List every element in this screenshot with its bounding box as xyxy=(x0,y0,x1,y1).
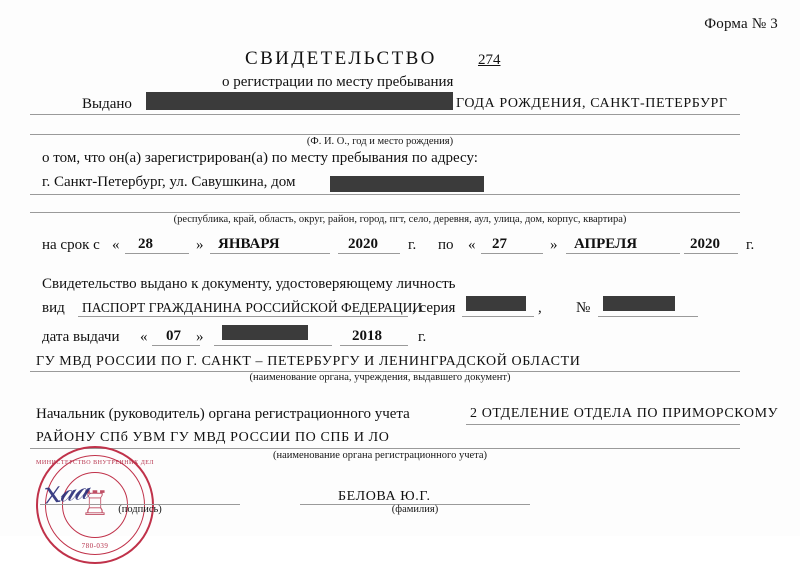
redaction-month-issue xyxy=(222,325,308,340)
issued-value-suffix: ГОДА РОЖДЕНИЯ, САНКТ-ПЕТЕРБУРГ xyxy=(456,96,728,111)
rule-fio-1 xyxy=(30,114,740,115)
doc-series-label: , серия xyxy=(412,300,456,316)
term-month-from: ЯНВАРЯ xyxy=(218,236,280,252)
caption-surname: (фамилия) xyxy=(391,504,439,515)
doc-kind-value: ПАСПОРТ ГРАЖДАНИНА РОССИЙСКОЙ ФЕДЕРАЦИИ xyxy=(82,300,423,315)
doc-date-day: 07 xyxy=(166,328,181,344)
doc-authority: ГУ МВД РОССИИ ПО Г. САНКТ – ПЕТЕРБУРГУ И ЛЕНИНГРАДСКОЙ ОБЛАСТИ xyxy=(36,354,581,369)
term-day-to: 27 xyxy=(492,236,507,252)
rule-day-from xyxy=(125,253,189,254)
stamp-arc-bottom: 780-039 xyxy=(81,542,109,550)
doc-date-quote-open: « xyxy=(140,329,148,345)
redaction-house xyxy=(330,176,484,192)
redaction-number xyxy=(603,296,675,311)
doc-date-label: дата выдачи xyxy=(42,329,120,345)
rule-doc-year xyxy=(340,345,408,346)
registered-line: о том, что он(а) зарегистрирован(а) по месту пребывания по адресу: xyxy=(42,150,478,166)
term-g-2: г. xyxy=(746,237,755,253)
rule-year-from xyxy=(338,253,400,254)
term-month-to: АПРЕЛЯ xyxy=(574,236,638,252)
rule-doc-month xyxy=(214,345,332,346)
rule-chief-1 xyxy=(466,424,740,425)
rule-address-1 xyxy=(30,194,740,195)
rule-month-from xyxy=(210,253,330,254)
chief-label: Начальник (руководитель) органа регистрационного учета xyxy=(36,406,410,422)
caption-doc-authority: (наименование органа, учреждения, выдавшего документ) xyxy=(249,372,511,383)
term-quote-open-1: « xyxy=(112,237,120,253)
rule-address-2 xyxy=(30,212,740,213)
caption-address: (республика, край, область, округ, район, город, пгт, село, деревня, аул, улица, дом, корпус, квартира) xyxy=(173,214,627,225)
doc-date-g: г. xyxy=(418,329,427,345)
doc-date-quote-close: » xyxy=(196,329,204,345)
caption-signature: (подпись) xyxy=(118,504,162,515)
doc-date-year: 2018 xyxy=(352,328,382,344)
doc-number-label: № xyxy=(576,300,591,316)
rule-month-to xyxy=(566,253,680,254)
term-po: по xyxy=(438,237,454,253)
term-day-from: 28 xyxy=(138,236,153,252)
certificate-number: 274 xyxy=(478,52,501,68)
document-subtitle: о регистрации по месту пребывания xyxy=(222,74,454,90)
redaction-fio xyxy=(146,92,453,110)
signature-surname: БЕЛОВА Ю.Г. xyxy=(338,489,431,504)
document-title: СВИДЕТЕЛЬСТВО xyxy=(245,48,437,69)
rule-day-to xyxy=(481,253,543,254)
rule-doc-series xyxy=(462,316,534,317)
doc-intro: Свидетельство выдано к документу, удостоверяющему личность xyxy=(42,276,456,292)
rule-doc-kind xyxy=(78,316,408,317)
caption-chief: (наименование органа регистрационного учета) xyxy=(272,450,488,461)
term-prefix: на срок с xyxy=(42,237,100,253)
address-value: г. Санкт-Петербург, ул. Савушкина, дом xyxy=(42,174,296,190)
term-g-1: г. xyxy=(408,237,417,253)
rule-doc-number xyxy=(598,316,698,317)
term-quote-close-2: » xyxy=(550,237,558,253)
doc-series-comma: , xyxy=(538,300,542,316)
issued-label: Выдано xyxy=(82,96,132,112)
chief-value-line2: РАЙОНУ СПб УВМ ГУ МВД РОССИИ ПО СПБ И ЛО xyxy=(36,430,390,445)
rule-doc-day xyxy=(152,345,200,346)
caption-fio: (Ф. И. О., год и место рождения) xyxy=(306,136,454,147)
doc-kind-label: вид xyxy=(42,300,65,316)
form-number: Форма № 3 xyxy=(704,16,778,32)
term-quote-close-1: » xyxy=(196,237,204,253)
term-year-to: 2020 xyxy=(690,236,720,252)
stamp-arc-top: МИНИСТЕРСТВО ВНУТРЕННИХ ДЕЛ xyxy=(36,460,154,466)
handwritten-signature: x𝒶𝒶 xyxy=(42,471,90,512)
double-eagle-icon: ♖ xyxy=(79,486,111,523)
rule-year-to xyxy=(684,253,738,254)
redaction-series xyxy=(466,296,526,311)
chief-value-line1: 2 ОТДЕЛЕНИЕ ОТДЕЛА ПО ПРИМОРСКОМУ xyxy=(470,406,779,421)
term-year-from: 2020 xyxy=(348,236,378,252)
rule-fio-2 xyxy=(30,134,740,135)
term-quote-open-2: « xyxy=(468,237,476,253)
